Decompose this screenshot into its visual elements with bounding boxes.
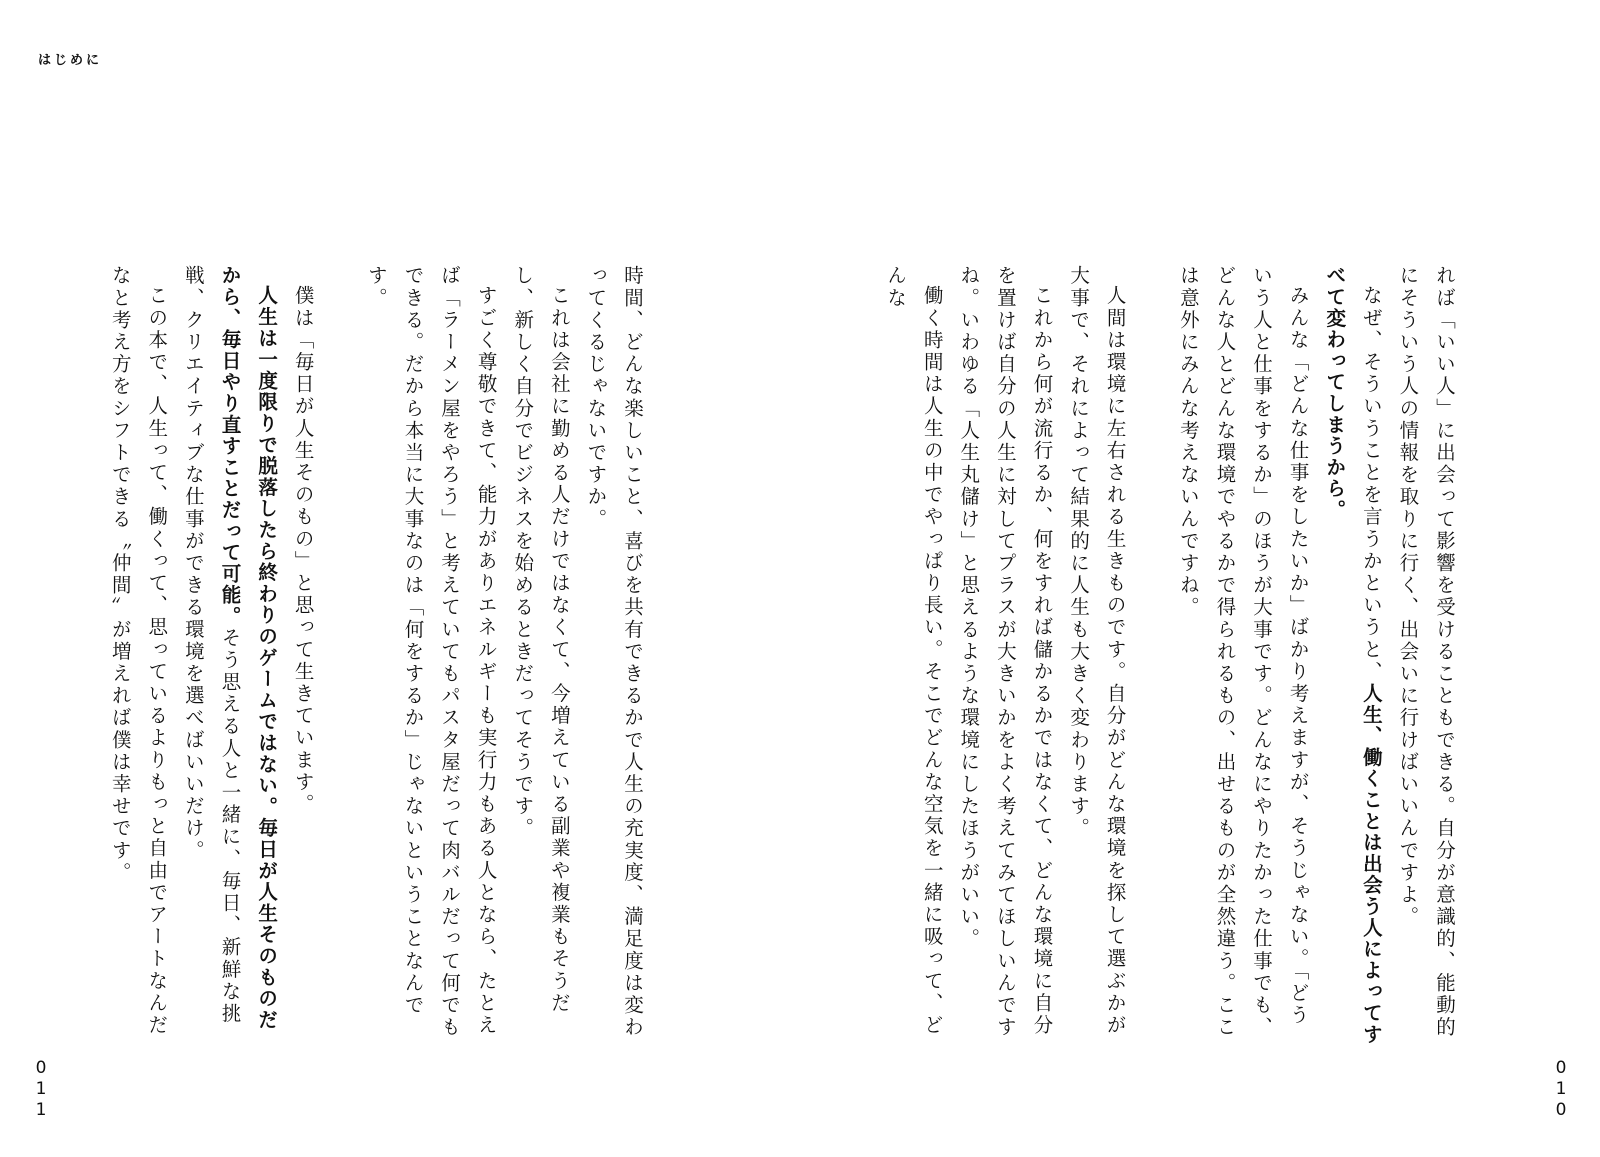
paragraph: この本で、人生って、働くって、思っているよりもっと自由でアートなんだなと考え方をシフトできる〝仲間〟が増えれば僕は幸せです。 (108, 265, 169, 1036)
page-011-body (108, 265, 650, 1045)
paragraph (174, 265, 284, 1045)
paragraph: れば「いい人」に出会って影響を受けることもできる。自分が意識的、能動的にそういう人の情報を取りに行く、出会いに行けばいいんですよ。 (1396, 265, 1456, 1039)
paragraph: 時間、どんな楽しいこと、喜びを共有できるかで人生の充実度、満足度は変わってくるじゃないですか。 (584, 265, 644, 1039)
paragraph: これは会社に勤める人だけではなくて、今増えている副業や複業もそうだし、新しく自分でビジネスを始めるときだってそうです。 (511, 265, 571, 1014)
paragraph: 人間は環境に左右される生きものです。自分がどんな環境を探して選ぶかが大事で、それによって結果的に人生も大きく変わります。 (1067, 265, 1127, 1036)
paragraph: すごく尊敬できて、能力がありエネルギーも実行力もある人となら、たとえば「ラーメン屋をやろう」と考えていてもパスタ屋だって肉バルだって何でもできる。だから本当に大事なのは「何をするか」じゃないということなんです。 (364, 265, 498, 1039)
paragraph: 僕は「毎日が人生そのもの」と思って生きています。 (291, 284, 315, 815)
paragraph (1316, 265, 1389, 1045)
emphasis-text: 人生、働くことは出会う人によってすべて変わってしまうから。 (1323, 265, 1383, 1045)
paragraph-break (321, 265, 358, 1045)
page-number-011: 0 1 1 (35, 1058, 47, 1120)
page-010-body (580, 265, 1462, 1045)
paragraph: これから何が流行るか、何をすれば儲かるかではなくて、どんな環境に自分を置けば自分の人生に対してプラスが大きいかをよく考えてみてほしいんですね。いわゆる「人生丸儲け」と思えるような環境にしたほうがいい。 (957, 265, 1054, 1039)
paragraph-text: そう思える人と一緒に、毎日、新鮮な挑戦、クリエイティブな仕事ができる環境を選べばいいだけ。 (181, 265, 242, 1025)
page-number-010: 0 1 0 (1555, 1058, 1567, 1120)
emphasis-text: 人生は一度限りで脱落したら終わりのゲームではない。毎日が人生そのものだから、毎日やり直すことだって可能。 (218, 265, 279, 1030)
paragraph: 働く時間は人生の中でやっぱり長い。そこでどんな空気を一緒に吸って、どんな (884, 265, 944, 1036)
paragraph: みんな「どんな仕事をしたいか」ばかり考えますが、そうじゃない。「どういう人と仕事をするか」のほうが大事です。どんなにやりたかった仕事でも、どんな人とどんな環境でやるかで得られるもの、出せるものが全然違う。ここは意外にみんな考えないんですね。 (1176, 265, 1310, 1039)
paragraph-text: なぜ、そういうことを言うかというと、 (1359, 284, 1383, 683)
paragraph-break (1133, 265, 1170, 1045)
chapter-title: はじめに (38, 53, 103, 68)
